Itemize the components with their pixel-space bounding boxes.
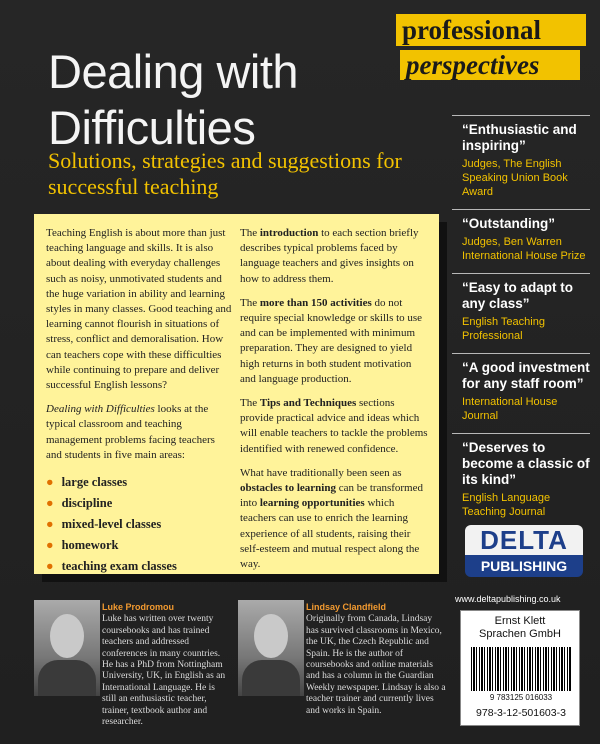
review-quote xyxy=(452,273,590,353)
text-span: which teachers can use to enrich the learning experience of all students, raising their self-esteem and mutual respect along the way. xyxy=(240,497,420,571)
introduction-paragraph xyxy=(240,226,430,287)
text-span: The xyxy=(240,397,260,410)
quote-text: “Deserves to become a classic of its kind” xyxy=(462,440,590,487)
text-span: can be transformed into xyxy=(240,482,423,510)
body-shape xyxy=(38,660,96,696)
bullet-icon: ● xyxy=(46,517,54,532)
list-item xyxy=(46,535,232,556)
bullet-icon: ● xyxy=(46,475,54,490)
series-line2: perspectives xyxy=(400,50,580,80)
author-bio-luke xyxy=(102,602,230,728)
author-bio-lindsay xyxy=(306,602,446,717)
sticker-publisher xyxy=(461,615,579,641)
quote-source: English Teaching Professional xyxy=(462,316,545,342)
author-bio: Luke has written over twenty coursebooks and has trained teachers and addressed conferences in many countries. He has a PhD from Nottingham University, UK, in English as an International Language. He is still an enthusiastic teacher, trainer, textbook author and researcher. xyxy=(102,614,226,728)
logo-bottom: PUBLISHING xyxy=(465,555,583,577)
quote-source: English Language Teaching Journal xyxy=(462,492,551,518)
quote-text: “Enthusiastic and inspiring” xyxy=(462,122,577,153)
review-quotes xyxy=(452,115,590,529)
publisher-url[interactable]: www.deltapublishing.co.uk xyxy=(455,594,561,604)
isbn: 978-3-12-501603-3 xyxy=(476,707,566,719)
author-photo xyxy=(34,600,100,696)
bullet-icon: ● xyxy=(46,538,54,553)
list-item xyxy=(46,472,232,493)
review-quote xyxy=(452,115,590,209)
face-shape xyxy=(254,614,288,658)
list-item xyxy=(46,514,232,535)
face-shape xyxy=(50,614,84,658)
blurb-panel xyxy=(34,214,439,574)
areas-paragraph xyxy=(46,402,232,463)
bullet-icon: ● xyxy=(46,559,54,574)
quote-text: “A good investment for any staff room” xyxy=(462,360,590,391)
list-item xyxy=(46,493,232,514)
area-label: large classes xyxy=(61,475,128,490)
text-span: do not require special knowledge or skills to use and can be implemented with minimum preparation. They are designed to yield high returns in both student motivation and language production. xyxy=(240,296,423,385)
text-span: What have traditionally been seen as xyxy=(240,466,402,479)
title-line2: Difficulties xyxy=(48,101,256,154)
areas-intro-text: looks at the typical classroom and teaching management problems facing teachers and students in five main areas: xyxy=(46,403,215,461)
publisher-line: Sprachen GmbH xyxy=(479,628,561,640)
publisher-logo xyxy=(465,525,583,585)
bold-text: more than 150 activities xyxy=(259,296,372,309)
text-span: The xyxy=(240,296,260,309)
series-logo xyxy=(396,14,586,80)
author-name: Luke Prodromou xyxy=(102,602,175,612)
book-title-italic: Dealing with Difficulties xyxy=(46,403,155,416)
area-label: discipline xyxy=(61,496,113,511)
body-shape xyxy=(242,660,300,696)
author-photo xyxy=(238,600,304,696)
quote-text: “Outstanding” xyxy=(462,216,555,231)
text-span: to each section briefly describes typical problems faced by language teachers and gives insights on how to address them. xyxy=(240,227,419,285)
barcode xyxy=(471,647,571,691)
text-span: The xyxy=(240,227,260,239)
bold-text: Tips and Techniques xyxy=(259,397,357,410)
review-quote xyxy=(452,353,590,433)
area-label: teaching exam classes xyxy=(61,559,177,574)
book-title xyxy=(48,44,298,156)
obstacles-paragraph xyxy=(240,466,430,572)
price-sticker xyxy=(460,610,580,726)
blurb-column-right xyxy=(240,226,430,581)
intro-paragraph: Teaching English is about more than just teaching language and skills. It is also about dealing with everyday challenges such as noisy, unmotivated students and the huge variation in ability and learning styles in many classes. Good teaching and learning cannot flourish in situations of stress, conflict and demoralisation. How can teachers cope with these difficulties while continuing to prepare and deliver successful English lessons? xyxy=(46,227,232,392)
bold-text: introduction xyxy=(259,227,319,239)
blurb-column-left xyxy=(46,226,232,577)
logo-top: DELTA xyxy=(465,525,583,555)
bold-text: obstacles to learning xyxy=(240,482,336,495)
barcode-digits: 9 783125 016033 xyxy=(489,693,553,702)
bold-text: learning opportunities xyxy=(259,497,365,510)
author-name: Lindsay Clandfield xyxy=(306,602,387,612)
title-line1: Dealing with xyxy=(48,45,299,98)
area-label: mixed-level classes xyxy=(61,517,162,532)
bullet-icon: ● xyxy=(46,496,54,511)
publisher-line: Ernst Klett xyxy=(494,615,546,627)
review-quote xyxy=(452,433,590,529)
areas-list xyxy=(46,472,232,577)
quote-source: Judges, Ben Warren International House Prize xyxy=(462,236,586,262)
area-label: homework xyxy=(61,538,119,553)
tips-paragraph xyxy=(240,396,430,457)
activities-paragraph xyxy=(240,296,430,387)
quote-source: Judges, The English Speaking Union Book Award xyxy=(462,158,568,198)
list-item xyxy=(46,556,232,577)
review-quote xyxy=(452,209,590,273)
quote-text: “Easy to adapt to any class” xyxy=(462,280,574,311)
author-bio: Originally from Canada, Lindsay has survived classrooms in Mexico, the UK, the Czech Republic and Spain. He is the author of coursebooks and online materials and has a column in the Guardian Weekly newspaper. Lindsay is also a teacher trainer and currently lives and works in Spain. xyxy=(306,614,446,716)
book-subtitle: Solutions, strategies and suggestions for successful teaching xyxy=(48,148,402,199)
series-line1: professional xyxy=(396,14,586,46)
quote-source: International House Journal xyxy=(462,396,558,422)
text-span: sections provide practical advice and ideas which will enable teachers to tackle the problems identified with renewed confidence. xyxy=(240,397,428,455)
